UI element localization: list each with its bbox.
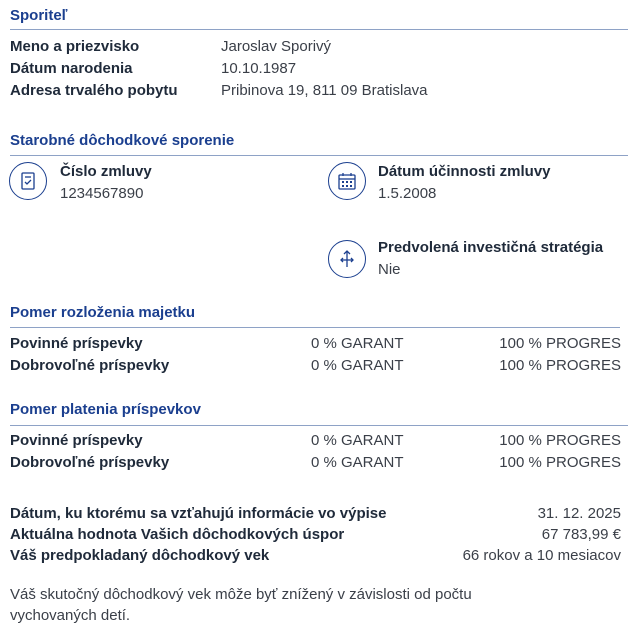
- retirement-age-note: Váš skutočný dôchodkový vek môže byť znížený v závislosti od počtu vychovaných detí.: [10, 586, 472, 624]
- contract-number-label: Číslo zmluvy: [60, 163, 152, 180]
- divider: [10, 327, 620, 328]
- asset-mandatory-garant: 0 % GARANT: [311, 335, 404, 352]
- section-title-payment-ratio: Pomer platenia príspevkov: [10, 401, 201, 418]
- directions-arrows-icon: [328, 240, 366, 278]
- strategy-label: Predvolená investičná stratégia: [378, 239, 604, 256]
- statement-date-label: Dátum, ku ktorému sa vzťahujú informácie vo výpise: [10, 505, 387, 522]
- divider: [10, 29, 628, 30]
- calendar-icon: [328, 162, 366, 200]
- section-title-pension: Starobné dôchodkové sporenie: [10, 132, 235, 149]
- retirement-age-value: 66 rokov a 10 mesiacov: [462, 547, 621, 564]
- payment-mandatory-garant: 0 % GARANT: [311, 432, 404, 449]
- asset-mandatory-label: Povinné príspevky: [10, 335, 143, 352]
- asset-voluntary-progres: 100 % PROGRES: [499, 357, 621, 374]
- statement-date-value: 31. 12. 2025: [537, 505, 621, 522]
- document-check-icon: [9, 162, 47, 200]
- payment-voluntary-label: Dobrovoľné príspevky: [10, 454, 170, 471]
- divider: [10, 155, 628, 156]
- address-label: Adresa trvalého pobytu: [10, 82, 178, 99]
- payment-mandatory-label: Povinné príspevky: [10, 432, 143, 449]
- asset-mandatory-progres: 100 % PROGRES: [499, 335, 621, 352]
- effective-date-value: 1.5.2008: [378, 185, 437, 202]
- asset-voluntary-label: Dobrovoľné príspevky: [10, 357, 170, 374]
- retirement-age-label: Váš predpokladaný dôchodkový vek: [10, 547, 270, 564]
- payment-voluntary-progres: 100 % PROGRES: [499, 454, 621, 471]
- contract-number-value: 1234567890: [60, 185, 144, 202]
- section-title-asset-ratio: Pomer rozloženia majetku: [10, 304, 196, 321]
- effective-date-label: Dátum účinnosti zmluvy: [378, 163, 551, 180]
- section-title-saver: Sporiteľ: [10, 7, 68, 24]
- asset-voluntary-garant: 0 % GARANT: [311, 357, 404, 374]
- name-value: Jaroslav Sporivý: [221, 38, 332, 55]
- address-value: Pribinova 19, 811 09 Bratislava: [221, 82, 428, 99]
- birthdate-label: Dátum narodenia: [10, 60, 133, 77]
- strategy-value: Nie: [378, 261, 401, 278]
- payment-voluntary-garant: 0 % GARANT: [311, 454, 404, 471]
- name-label: Meno a priezvisko: [10, 38, 140, 55]
- birthdate-value: 10.10.1987: [221, 60, 297, 77]
- divider: [10, 425, 628, 426]
- payment-mandatory-progres: 100 % PROGRES: [499, 432, 621, 449]
- current-value-label: Aktuálna hodnota Vašich dôchodkových úspor: [10, 526, 345, 543]
- current-value: 67 783,99 €: [541, 526, 621, 543]
